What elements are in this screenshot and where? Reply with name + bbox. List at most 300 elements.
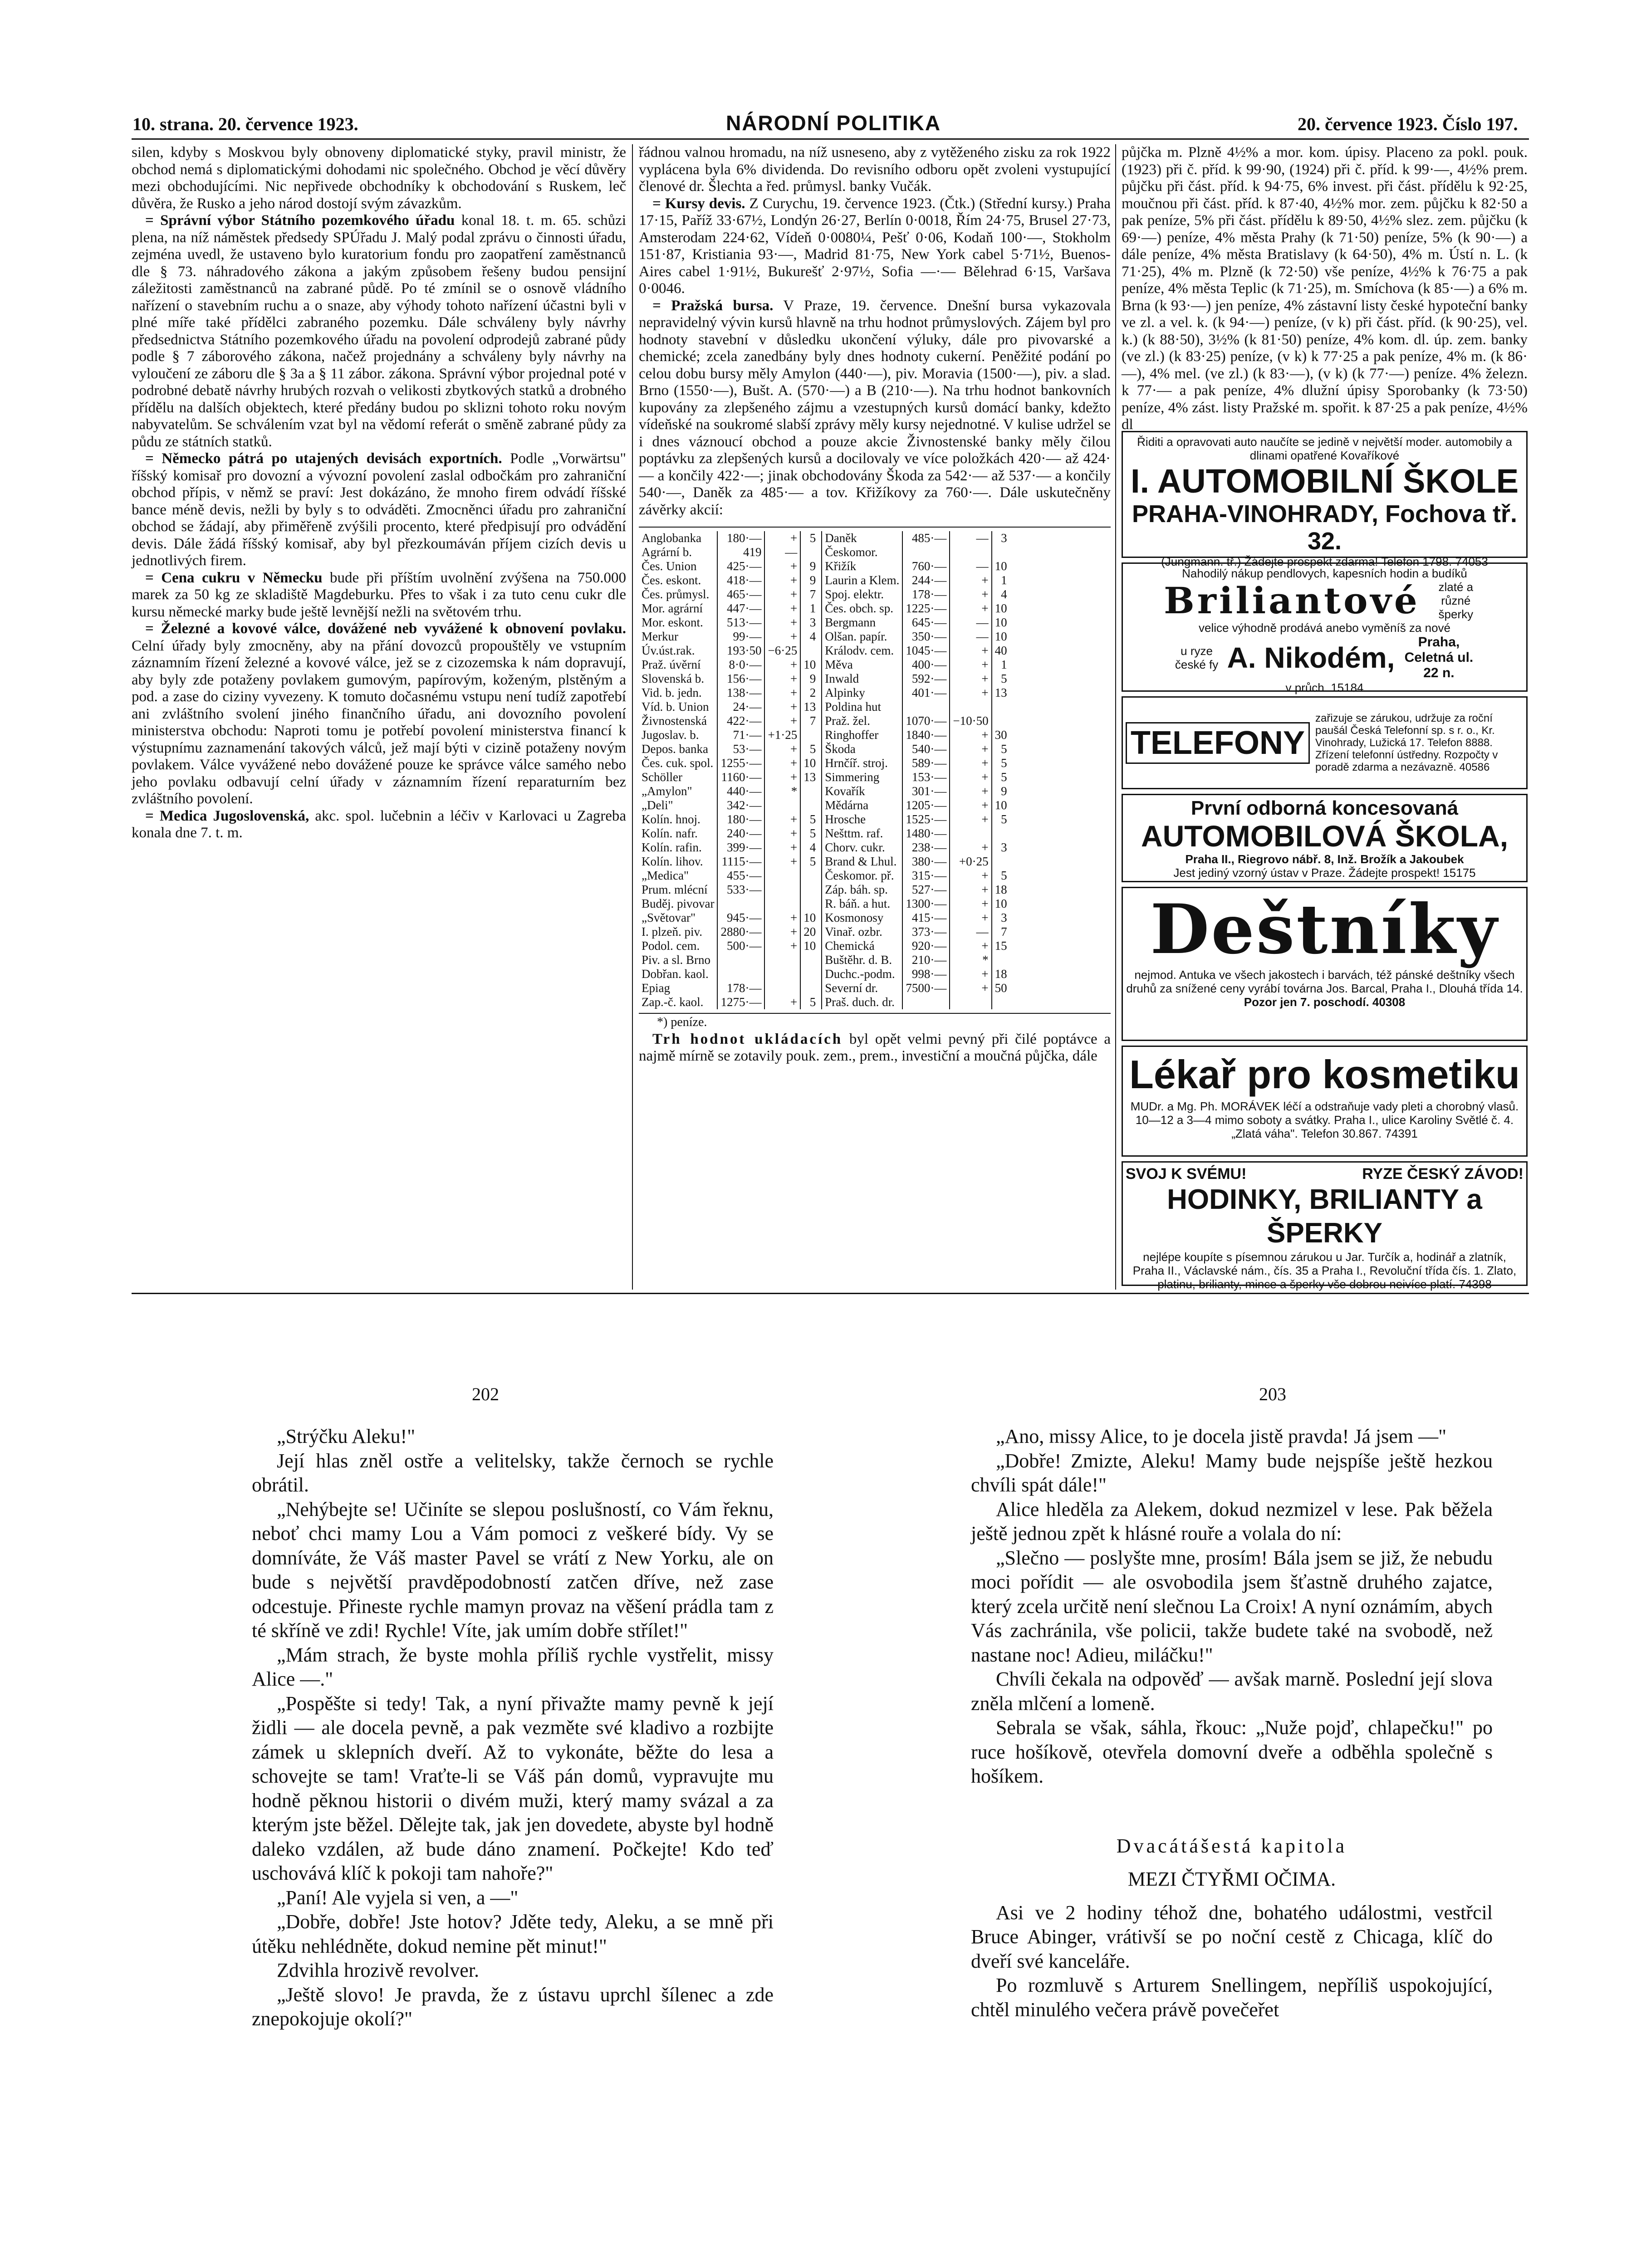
stock-change-sign: + (764, 573, 800, 587)
stock-change-sign: + (950, 883, 991, 897)
stock-row (822, 770, 1009, 784)
stock-change-sign: + (764, 531, 800, 545)
stock-name: Podol. cem. (642, 939, 700, 953)
stock-name: Víd. b. Union (642, 700, 709, 714)
stock-change: 50 (992, 981, 1010, 995)
ad3-big: TELEFONY (1126, 722, 1310, 764)
ad-briliantove (1122, 562, 1528, 692)
stock-row (639, 953, 818, 967)
stock-change-sign (764, 981, 800, 995)
book-paragraph: Chvíli čekala na odpověď — avšak marně. Poslední její slova zněla mlčení a lomeně. (971, 1668, 1493, 1715)
stock-name: Brand & Lhul. (825, 855, 897, 868)
stock-change-sign: — (950, 531, 991, 545)
stock-price: 342·— (717, 798, 764, 812)
stock-row (822, 573, 1009, 587)
stock-row (639, 630, 818, 644)
stock-price: 1480·— (902, 826, 950, 841)
stock-change: 7 (992, 925, 1010, 939)
book-paragraph: „Pospěšte si tedy! Tak, a nyní přivažte mamy pevně k její židli — ale docela pevně, a pak vezměte své kladivo a rozbijte zámek u sklepních dveří. Až to vykonáte, běžte do lesa a schovejte se tam! Vraťte-li se Váš pán domů, vypravujte mu hodně pěknou historii o divém muži, který mamy svázal a za kterým jste běžel. Dělejte tak, jak jen dovedete, abyste byl hodně daleko vzdálen, až bude dáno znamení. Počkejte! Kdo teď uschovává klíč k pokoji tam nahoře?" (252, 1692, 774, 1884)
stock-name: Poldina hut (825, 700, 881, 714)
col1-heading-6: = Medica Jugoslovenská, (145, 807, 309, 824)
book-paragraph: „Strýčku Aleku!" (277, 1425, 416, 1447)
ad-automobile-school-1 (1122, 431, 1528, 568)
stock-change-sign: + (950, 798, 991, 812)
stock-row (822, 630, 1009, 644)
stock-name: Mor. eskont. (642, 616, 703, 629)
stock-name: Hrnčíř. stroj. (825, 756, 888, 770)
ad2-top: Nahodilý nákup pendlovych, kapesních hodin a budíků (1182, 567, 1467, 580)
ad7-left: SVOJ K SVÉMU! (1126, 1165, 1247, 1183)
stock-name: Prum. mlécní (642, 883, 708, 896)
stock-change-sign: + (950, 869, 991, 883)
stock-price (717, 967, 764, 981)
stock-row (822, 897, 1009, 911)
column-1 (132, 144, 626, 1290)
stock-price: 71·— (717, 728, 764, 742)
ad2-tail: v průch. 15184 (1285, 681, 1364, 694)
stock-change: 3 (992, 841, 1010, 855)
stock-row (639, 995, 818, 1009)
stock-row (822, 672, 1009, 686)
stock-price (717, 953, 764, 967)
stock-price: 178·— (717, 981, 764, 995)
stock-name: Merkur (642, 630, 678, 643)
stock-row (822, 855, 1009, 869)
stock-name: Chorv. cukr. (825, 841, 885, 854)
ad4-mid: Praha II., Riegrovo nábř. 8, Inž. Brožík a Jakoubek (1185, 852, 1464, 866)
stock-change-sign: + (950, 573, 991, 587)
stock-change-sign: + (950, 728, 991, 742)
stock-row (639, 939, 818, 953)
ad2-mid: velice výhodně prodává anebo vyměníš za nové (1198, 621, 1450, 635)
stock-change: 40 (992, 644, 1010, 658)
chapter-number: Dvacátášestá kapitola (1116, 1834, 1347, 1857)
stock-change: 9 (800, 559, 818, 573)
stock-price: 138·— (717, 686, 764, 700)
stock-price: 24·— (717, 700, 764, 714)
ad4-bot: Jest jediný vzorný ústav v Praze. Žádejte prospekt! 15175 (1173, 866, 1476, 880)
col1-para-5 (132, 621, 626, 808)
stock-row (822, 742, 1009, 756)
stock-change-sign: + (950, 911, 991, 925)
stock-change-sign: + (950, 742, 991, 756)
book-paragraph: Sebrala se však, sáhla, řkouc: „Nuže pojď, chlapečku!" po ruce hošíkově, otevřela domovní dveře a odběhla společně s hošíkem. (971, 1716, 1493, 1787)
stock-change-sign: + (764, 756, 800, 770)
stock-change-sign: −6·25 (764, 644, 800, 658)
stock-change-sign: + (950, 939, 991, 953)
stock-price: 180·— (717, 531, 764, 545)
header-rule (132, 138, 1529, 140)
stock-row (639, 559, 818, 573)
stock-name: „Světovar" (642, 911, 696, 924)
stock-change-sign: + (950, 686, 991, 700)
stock-row (822, 728, 1009, 742)
stock-change-sign: + (764, 700, 800, 714)
stock-price: 315·— (902, 869, 950, 883)
stock-name: Chemická (825, 939, 875, 953)
stock-change (800, 798, 818, 812)
stock-price: 589·— (902, 756, 950, 770)
stock-price: 422·— (717, 714, 764, 728)
stock-change-sign: — (950, 616, 991, 630)
stock-row (639, 658, 818, 672)
stock-change: 4 (800, 630, 818, 644)
stock-change: 5 (800, 855, 818, 869)
stock-price: 415·— (902, 911, 950, 925)
stock-change-sign: + (764, 995, 800, 1009)
stock-price: 1045·— (902, 644, 950, 658)
stock-price (902, 700, 950, 714)
stock-row (639, 841, 818, 855)
stock-row (822, 700, 1009, 714)
bottom-rule (132, 1293, 1529, 1294)
stock-change-sign: + (764, 686, 800, 700)
stock-row (822, 644, 1009, 658)
column-2 (639, 144, 1111, 1290)
stock-name: Laurin a Klem. (825, 573, 900, 587)
stock-row (639, 686, 818, 700)
stock-change: 9 (992, 784, 1010, 798)
col2-para-1: řádnou valnou hromadu, na níž usneseno, aby z vytěženého zisku za rok 1922 vyplácena byla 6% dividenda. Do revisního odboru opět zvoleni vystupující členové dr. Šlechta a řed. průmysl. banky Vučák. (639, 144, 1111, 195)
stock-row (639, 798, 818, 812)
stock-price: 2880·— (717, 925, 764, 939)
stock-row (822, 981, 1009, 995)
stock-name: Kosmonosy (825, 911, 884, 924)
stock-name: Kovařík (825, 784, 865, 798)
stock-row (639, 531, 818, 545)
stock-change: 10 (992, 559, 1010, 573)
stock-price: 178·— (902, 587, 950, 601)
book-left-page (252, 1424, 774, 2031)
stock-price: 53·— (717, 742, 764, 756)
chapter-title: MEZI ČTYŘMI OČIMA. (1127, 1868, 1336, 1890)
stock-change-sign (764, 869, 800, 883)
stock-name: Českomor. (825, 545, 878, 559)
stock-change-sign: + (950, 981, 991, 995)
book-paragraph: „Nehýbejte se! Učiníte se slepou poslušností, co Vám řeknu, neboť chci mamy Lou a Vám pomoci z veškeré bídy. Vy se domníváte, že Váš master Pavel se vrátí z New Yorku, ale on bude s největší pravděpodobností zatčen dříve, než zase odcestuje. Přineste rychle mamyn provaz na věšení prádla tam z té skříně ve zdi! Rychle! Víte, jak umím dobře střílet!" (252, 1498, 774, 1642)
stock-price: 156·— (717, 672, 764, 686)
stock-price: 645·— (902, 616, 950, 630)
stock-change: 5 (992, 756, 1010, 770)
stock-name: Alpinky (825, 686, 865, 699)
stock-row (822, 601, 1009, 616)
col1-para-4 (132, 570, 626, 621)
stock-price: 99·— (717, 630, 764, 644)
stock-row (822, 784, 1009, 798)
stock-row (639, 601, 818, 616)
stock-change-sign (764, 953, 800, 967)
stock-name: Kolín. nafr. (642, 826, 698, 840)
stock-name: Jugoslav. b. (642, 728, 699, 742)
col1-para-1: silen, kdyby s Moskvou byly obnoveny diplomatické styky, pravil ministr, že obchod nemá s diplomatickými dohodami nic společného. Obchod je věcí důvěry mezi obchodujícími. Nic nepřivede obchodníky k obchodování s Ruskem, leč důvěra, že Rusko a jeho národ dostojí svým závazkům. (132, 144, 626, 212)
stock-price: 540·— (902, 742, 950, 756)
ad4-big: AUTOMOBILOVÁ ŠKOLA, (1141, 819, 1509, 853)
stock-name: Dobřan. kaol. (642, 967, 709, 981)
stock-change (992, 855, 1010, 869)
stock-change (800, 967, 818, 981)
stock-row (822, 841, 1009, 855)
stock-table-left (639, 531, 818, 1009)
stock-change: 2 (800, 686, 818, 700)
stock-price: 373·— (902, 925, 950, 939)
stock-change: 5 (992, 770, 1010, 784)
stock-change-sign (764, 897, 800, 911)
stock-change: 10 (800, 756, 818, 770)
stock-change-sign: — (764, 545, 800, 559)
stock-row (822, 953, 1009, 967)
stock-change: 4 (800, 841, 818, 855)
stock-change-sign: −10·50 (950, 714, 991, 728)
stock-price: 380·— (902, 855, 950, 869)
stock-price: 527·— (902, 883, 950, 897)
stock-row (639, 616, 818, 630)
stock-change: 10 (992, 601, 1010, 616)
stock-change-sign: + (950, 770, 991, 784)
column-divider-1 (632, 144, 633, 1290)
col2-text-3: V Praze, 19. července. Dnešní bursa vykazovala nepravidelný vývin kursů hlavně na trhu hodnot průmyslových. Zájem byl pro hodnoty stavební v důsledku ukončení výluky, dále pro pivovarské a chemické; zcela zanedbány byly dnes hodnoty cukerní. Peněžité podání po celou dobu bursy měly Amylon (440·—), piv. Moravia (1500·—), piv. a slad. Brno (1550·—), Bušt. A. (570·—) a B (210·—). Na trhu hodnot bankovních kupovány za zlepšeného zájmu a vzestupných kursů domácí banky, kdežto vídeňské na soukromé slabší zprávy měly kursy nejednotné. V kulise udržel se i dnes váznoucí obchod a pouze akcie Živnostenské banky měly čilou poptávku za zlepšených kursů a docilovaly ve více položkách 420·— až 424·— a končily 422·—; jinak obchodovány Škoda za 542·— až 537·— a končily 540·—, Daněk za 485·— a tov. Křižíkovy za 760·—. Dále uskutečněny závěrky akcií: (639, 297, 1111, 518)
ad5-big: Deštníky (1150, 890, 1499, 969)
stock-row (822, 939, 1009, 953)
stock-name: Záp. báh. sp. (825, 883, 888, 896)
stock-row (822, 714, 1009, 728)
stock-name: Měva (825, 658, 853, 671)
book-paragraph: „Paní! Ale vyjela si ven, a —" (277, 1886, 519, 1909)
stock-change (992, 545, 1010, 559)
stock-change: 1 (992, 573, 1010, 587)
book-paragraph: „Ještě slovo! Je pravda, že z ústavu uprchl šílenec a zde znepokojuje okolí?" (252, 1983, 774, 2030)
stock-row (822, 911, 1009, 925)
stock-change-sign: + (764, 770, 800, 784)
stock-change (992, 995, 1010, 1009)
stock-row (639, 826, 818, 841)
stock-price: 1225·— (902, 601, 950, 616)
ad2-side: zlaté a různé šperky (1438, 580, 1474, 621)
stock-name: Depos. banka (642, 742, 708, 756)
column-3 (1122, 144, 1528, 433)
stock-name: Čes. průmysl. (642, 587, 710, 601)
stock-change-sign: + (950, 644, 991, 658)
stock-price: 1115·— (717, 855, 764, 869)
ad5-text: nejmod. Antuka ve všech jakostech i barvách, též pánské deštníky všech druhů za snížené ceny vyrábí továrna Jos. Barcal, Praha I., Dlouhá třída 14. (1126, 968, 1523, 995)
stock-price: 998·— (902, 967, 950, 981)
stock-row (639, 672, 818, 686)
stock-change: 3 (992, 531, 1010, 545)
stock-row (822, 559, 1009, 573)
ad7-big: HODINKY, BRILIANTY a ŠPERKY (1167, 1184, 1482, 1249)
book-paragraph: „Mám strach, že byste mohla příliš rychle vystřelit, missy Alice —." (252, 1643, 774, 1690)
stock-price: 193·50 (717, 644, 764, 658)
stock-change-sign: +1·25 (764, 728, 800, 742)
stock-row (639, 869, 818, 883)
stock-price: 1160·— (717, 770, 764, 784)
stock-footnote: *) peníze. (657, 1015, 707, 1029)
col1-para-6 (132, 808, 626, 842)
stock-change: 4 (992, 587, 1010, 601)
stock-row (639, 897, 818, 911)
ad1-bot: (Jungmann. tř.) Žádejte prospekt zdarma! Telefon 1798. 74053 (1161, 555, 1488, 568)
stock-change-sign (950, 700, 991, 714)
stock-name: Bergmann (825, 616, 876, 629)
stock-row (822, 616, 1009, 630)
stock-change: 5 (800, 812, 818, 826)
ad1-top: Řiditi a opravovati auto naučíte se jedině v největší moder. automobily a dlinami opatřené Kovaříkové (1137, 435, 1512, 462)
stock-change (992, 700, 1010, 714)
header-left: 10. strana. 20. července 1923. (132, 114, 358, 134)
stock-name: Vid. b. jedn. (642, 686, 702, 699)
stock-change-sign: + (764, 925, 800, 939)
stock-name: Anglobanka (642, 531, 701, 545)
book-paragraph: Její hlas zněl ostře a velitelsky, takže černoch se rychle obrátil. (252, 1449, 774, 1496)
stock-name: Epiag (642, 981, 670, 995)
newspaper-title: NÁRODNÍ POLITIKA (726, 111, 941, 135)
stock-price: 425·— (717, 559, 764, 573)
col1-text-4: bude při příštím uvolnění zvýšena na 750.000 marek za 50 kg ze skladiště Magdeburku. Přes to však i za tuto cenu cukr dle kursu německé marky bude ještě levnější nežli na světovém trhu. (132, 569, 627, 620)
stock-row (822, 545, 1009, 559)
stock-row (639, 714, 818, 728)
stock-price: 447·— (717, 601, 764, 616)
stock-name: Čes. cuk. spol. (642, 756, 714, 770)
stock-row (822, 587, 1009, 601)
stock-row (639, 770, 818, 784)
stock-change: 13 (800, 770, 818, 784)
stock-name: Praž. žel. (825, 714, 870, 728)
ad-destniky (1122, 887, 1528, 1041)
stock-price: 945·— (717, 911, 764, 925)
stock-price: 244·— (902, 573, 950, 587)
stock-change-sign: * (950, 953, 991, 967)
col2-text-2: Z Curychu, 19. července 1923. (Čtk.) (Střední kursy.) Praha 17·15, Paříž 33·67½, Londýn 26·27, Berlín 0·0018, Řím 24·75, Brusel 27·73, Amsterodam 224·62, Vídeň 0·0080¼, Pešť 0·06, Kodaň 100·—, Stokholm 151·87, Kristiania 93·—, Madrid 81·75, New York cabel 5·71½, Buenos-Aires cabel 1·91½, Bukurešť 2·97½, Sofia —·— Bělehrad 6·15, Varšava 0·0046. (639, 195, 1111, 297)
stock-change (800, 869, 818, 883)
stock-name: Piv. a sl. Brno (642, 953, 711, 967)
stock-row (639, 925, 818, 939)
stock-change-sign: + (950, 784, 991, 798)
stock-change: 9 (800, 672, 818, 686)
col2-para-2 (639, 196, 1111, 298)
stock-price: 418·— (717, 573, 764, 587)
stock-price: 7500·— (902, 981, 950, 995)
col1-text-3: Podle „Vorwärtsu" říšský komisař pro dovozní a vývozní povolení zaslal odbočkám pro zahraniční obchod přípis, v němž se praví: Jest dokázáno, že mnoho firem odvádí říšské bance méně devis, nežli by byly s to odváděti. Zmocněnci úřadu pro zahraniční obchod se žádají, aby přiměřeně zvýšili procento, které předpisují pro odvádění devis. Dále žádá říšský komisař, aby byl přezkoumáván příjem cizích devis u jednotlivých firem. (132, 450, 627, 569)
stock-name: Křižík (825, 559, 857, 573)
stock-change (992, 826, 1010, 841)
stock-change: 13 (992, 686, 1010, 700)
stock-name: „Deli" (642, 798, 673, 812)
stock-price: 485·— (902, 531, 950, 545)
column-divider-2 (1115, 144, 1116, 1290)
col1-text-2: konal 18. t. m. 65. schůzi plena, na níž náměstek předsedy SPÚřadu J. Malý podal zprávu o činnosti úřadu, zejména uvedl, že ustaveno bylo kuratorium fondu pro zaopatření zaměstnanců dle § 73. náhradového zákona a jakým způsobem řešeny budou pensijní záležitosti zaměstnanců na zabrané půdě. Po té zmínil se o osnově vládního nařízení o stavebním ruchu a o snaze, aby výhody tohoto nařízení účastni byli v plné míře také přídělci zabraného pozemku. Dále schváleny byly návrhy předsednictva Státního pozemkového úřadu na povolení odprodejů zabrané půdy podle § 7 záborového zákona, načež projednány a schváleny byly návrhy na vyloučení ze záboru dle § 3a a § 11 zábor. zákona. Správní výbor projednal poté v podrobné debatě návrhy hrubých rozvah o velikosti zbytkových statků a drobného přídělu na dalších objektech, které předány budou po sklizni tohoto roku novým nabyvatelům. Se schválením vzat byl na vědomí referát o směně zabrané půdy za půdu ze státních statků. (132, 212, 626, 450)
stock-change-sign: + (950, 841, 991, 855)
stock-change-sign (764, 798, 800, 812)
stock-row (639, 728, 818, 742)
ad2-name-pre: u ryze české fy (1175, 644, 1219, 671)
stock-change: 5 (992, 742, 1010, 756)
stock-price: 8·0·— (717, 658, 764, 672)
stock-change-sign: + (764, 939, 800, 953)
col2-heading-4: Trh hodnot ukládacích (652, 1031, 843, 1047)
stock-price: 592·— (902, 672, 950, 686)
stock-price (902, 545, 950, 559)
stock-change: 30 (992, 728, 1010, 742)
col1-para-2 (132, 212, 626, 450)
stock-row (639, 883, 818, 897)
stock-change (992, 953, 1010, 967)
stock-row (822, 812, 1009, 826)
ad7-right: RYZE ČESKÝ ZÁVOD! (1362, 1165, 1524, 1183)
col1-heading-2: = Správní výbor Státního pozemkového úřadu (145, 212, 455, 229)
stock-row (639, 742, 818, 756)
ad2-name: A. Nikodém, (1227, 641, 1395, 674)
stock-row (822, 531, 1009, 545)
stock-name: Kolín. lihov. (642, 855, 703, 868)
stock-price: 533·— (717, 883, 764, 897)
stock-change: 10 (992, 798, 1010, 812)
stock-price: 465·— (717, 587, 764, 601)
stock-name: Živnostenská (642, 714, 707, 728)
stock-name: Severní dr. (825, 981, 878, 995)
stock-change: 5 (992, 869, 1010, 883)
stock-row (639, 700, 818, 714)
col1-heading-3: = Německo pátrá po utajených devisách exportních. (145, 450, 502, 467)
stock-name: Praž. úvěrní (642, 658, 701, 671)
ad2-big: Briliantové (1164, 579, 1420, 622)
stock-name: Vinař. ozbr. (825, 925, 882, 938)
stock-change-sign: + (950, 897, 991, 911)
stock-change-sign: + (764, 630, 800, 644)
stock-name: Králodv. cem. (825, 644, 894, 657)
stock-row (822, 826, 1009, 841)
col2-para-3 (639, 298, 1111, 519)
stock-change-sign: + (764, 601, 800, 616)
stock-change (992, 714, 1010, 728)
stock-price: 1205·— (902, 798, 950, 812)
col2-text-4: byl opět velmi pevný při čilé poptávce a najmě mírně se zotavily pouk. zem., prem., investiční a moučná půjčka, dále (639, 1031, 1111, 1064)
stock-row (639, 784, 818, 798)
book-right-page-number: 203 (1259, 1384, 1286, 1404)
stock-name: Ringhoffer (825, 728, 879, 742)
col1-heading-4: = Cena cukru v Německu (145, 569, 323, 586)
stock-name: I. plzeň. piv. (642, 925, 702, 938)
stock-change (800, 953, 818, 967)
stock-name: Schöller (642, 770, 682, 784)
stock-change-sign: + (764, 826, 800, 841)
stock-name: Škoda (825, 742, 856, 756)
ad6-text: MUDr. a Mg. Ph. MORÁVEK léčí a odstraňuje vady pleti a chorobný vlasů. 10—12 a 3—4 mimo soboty a svátky. Praha I., ulice Karoliny Světlé č. 4. „Zlatá váha". Telefon 30.867. 74391 (1130, 1100, 1519, 1140)
stock-price: 513·— (717, 616, 764, 630)
col2-heading-3: = Pražská bursa. (652, 297, 774, 314)
ad2-addr: Praha, Celetná ul. 22 n. (1404, 635, 1474, 680)
ad4-top: První odborná koncesovaná (1190, 797, 1459, 819)
stock-change-sign: + (764, 616, 800, 630)
stock-row (822, 658, 1009, 672)
stock-change: 20 (800, 925, 818, 939)
stock-price: 401·— (902, 686, 950, 700)
book-paragraph: „Slečno — poslyšte mne, prosím! Bála jsem se již, že nebudu moci pořídit — ale osvobodila jsem šťastně druhého zajatce, který zcela určitě není slečnou La Croix! A nyní oznámím, abych Vás zachránila, vše policii, takže budete také na svobodě, než nastane noc! Adieu, miláčku!" (971, 1546, 1493, 1666)
stock-change: 5 (800, 826, 818, 841)
stock-change-sign: + (764, 658, 800, 672)
stock-name: Inwald (825, 672, 859, 685)
stock-name: Daněk (825, 531, 857, 545)
stock-price: 153·— (902, 770, 950, 784)
stock-change: 10 (800, 658, 818, 672)
stock-change: 18 (992, 883, 1010, 897)
stock-change-sign: + (764, 855, 800, 869)
stock-change-sign: + (950, 672, 991, 686)
col3-para-1: půjčka m. Plzně 4½% a mor. kom. úpisy. Placeno za pokl. pouk. (1923) při č. příd. k 99·90, (1924) při č. příd. k 99·—, 4½% prem. půjčku při část. příd. k 94·75, 6% invest. při část. přídělu k 92·25, moučnou při část. příd. k 87·40, 4½% mor. zem. půjčku k 82·50 a pak peníze, 5% při část. přídělu k 89·50, 4½% slez. zem. půjčku (k 69·—) peníze, 4% města Prahy (k 71·50) peníze, 5% (k 90·—) a dále peníze, 4% města Bratislavy (k 64·50), 4% m. Ústí n. L. (k 71·25), 4% m. Plzně (k 72·50) vše peníze, 4½% k 76·75 a pak peníze, 4% města Teplic (k 71·25), m. Smíchova (k 85·—) a 6% m. Brna (k 93·—) jen peníze, 4% zástavní listy české hypoteční banky ve zl. a vel. k. (k 94·—) peníze, (v k) při část. příd. (k 90·25), vel. k.) (k 88·50), 3½% (k 81·50) peníze, 4% kom. dl. úp. zem. banky (ve zl.) (k 83·25) peníze, (v k) k 77·25 a pak peníze, 4% m. (k 86·—), 4% mel. (ve zl.) (k 83·—), (v k) (k 77·—) peníze. 4% železn. k 77·— a pak peníze, 4% dlužní úpisy Sporobanky (k 73·50) peníze, 4% zást. listy Pražské m. spořit. k 87·25 a pak peníze, 4½% dl (1122, 144, 1528, 433)
stock-change: 15 (992, 939, 1010, 953)
stock-name: Mědárna (825, 798, 869, 812)
stock-change (800, 897, 818, 911)
stock-change: 3 (800, 616, 818, 630)
ad-telefony (1122, 696, 1528, 789)
